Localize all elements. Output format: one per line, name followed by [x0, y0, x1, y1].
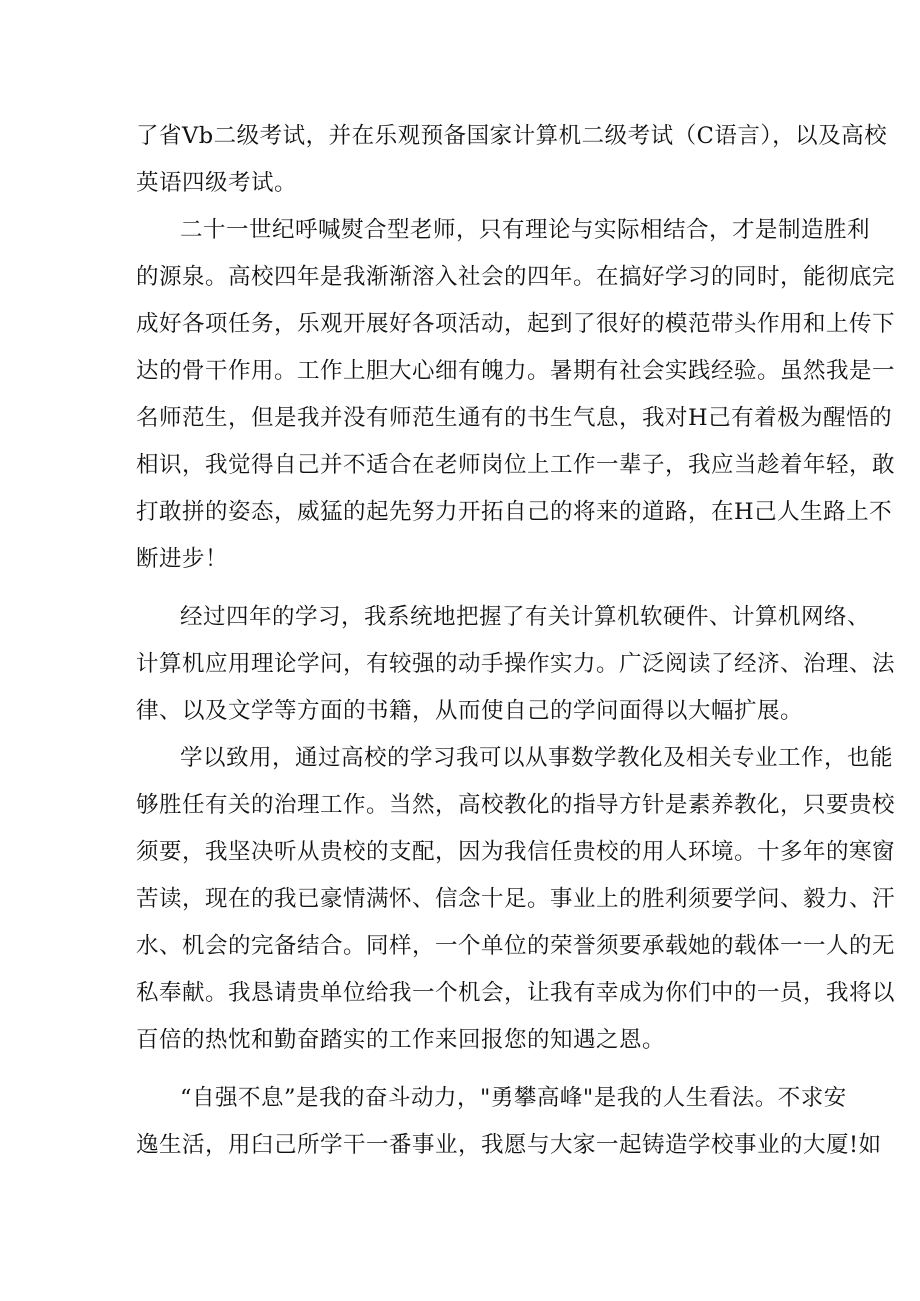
text-line: 断进步！: [136, 546, 229, 572]
paragraph-first-line: 经过四年的学习，我系统地把握了有关计算机软硬件、计算机网络、: [180, 604, 871, 630]
paragraph-first-line: 二十一世纪呼喊熨合型老师，只有理论与实际相结合，才是制造胜利: [180, 217, 871, 243]
paragraph-first-line: 学以致用，通过高校的学习我可以从事数学教化及相关专业工作，也能: [180, 745, 894, 771]
text-line: 达的骨干作用。工作上胆大心细有魄力。暑期有社会实践经验。虽然我是一: [136, 358, 896, 384]
text-line: 须要，我坚决听从贵校的支配，因为我信任贵校的用人环境。十多年的寒窗: [136, 839, 896, 865]
text-line: 够胜任有关的治理工作。当然，高校教化的指导方针是素养教化，只要贵校: [136, 792, 896, 818]
text-line: 的源泉。高校四年是我渐渐溶入社会的四年。在搞好学习的同时，能彻底完: [136, 264, 896, 290]
text-line: 英语四级考试。: [136, 170, 298, 196]
text-line: 逸生活，用臼己所学干一番事业，我愿与大家一起铸造学校事业的大厦!如: [136, 1132, 882, 1158]
text-line: 成好各项任务，乐观开展好各项活动，起到了很好的模范带头作用和上传下: [136, 311, 896, 337]
text-line: 私奉献。我恳请贵单位给我一个机会，让我有幸成为你们中的一员，我将以: [136, 980, 896, 1006]
text-line: 百倍的热忱和勤奋踏实的工作来回报您的知遇之恩。: [136, 1027, 666, 1053]
text-line: 律、以及文学等方面的书籍，从而使自己的学问面得以大幅扩展。: [136, 698, 804, 724]
text-line: 打敢拼的姿态，威猛的起先努力开拓自己的将来的道路，在H己人生路上不: [136, 499, 893, 525]
text-line: 水、机会的完备结合。同样，一个单位的荣誉须要承载她的载体一一人的无: [136, 933, 896, 959]
text-line: 相识，我觉得自己并不适合在老师岗位上工作一辈子，我应当趁着年轻，敢: [136, 452, 896, 478]
text-line: 了省Vb二级考试，并在乐观预备国家计算机二级考试（C语言），以及高校: [136, 123, 888, 149]
text-line: 名师范生，但是我并没有师范生通有的书生气息，我对H己有着极为醒悟的: [136, 405, 893, 431]
paragraph-first-line: “自强不息”是我的奋斗动力，"勇攀高峰"是我的人生看法。不求安: [180, 1085, 847, 1111]
text-line: 计算机应用理论学问，有较强的动手操作实力。广泛阅读了经济、治理、法: [136, 651, 896, 677]
text-line: 苦读，现在的我已豪情满怀、信念十足。事业上的胜利须要学问、毅力、汗: [136, 886, 896, 912]
